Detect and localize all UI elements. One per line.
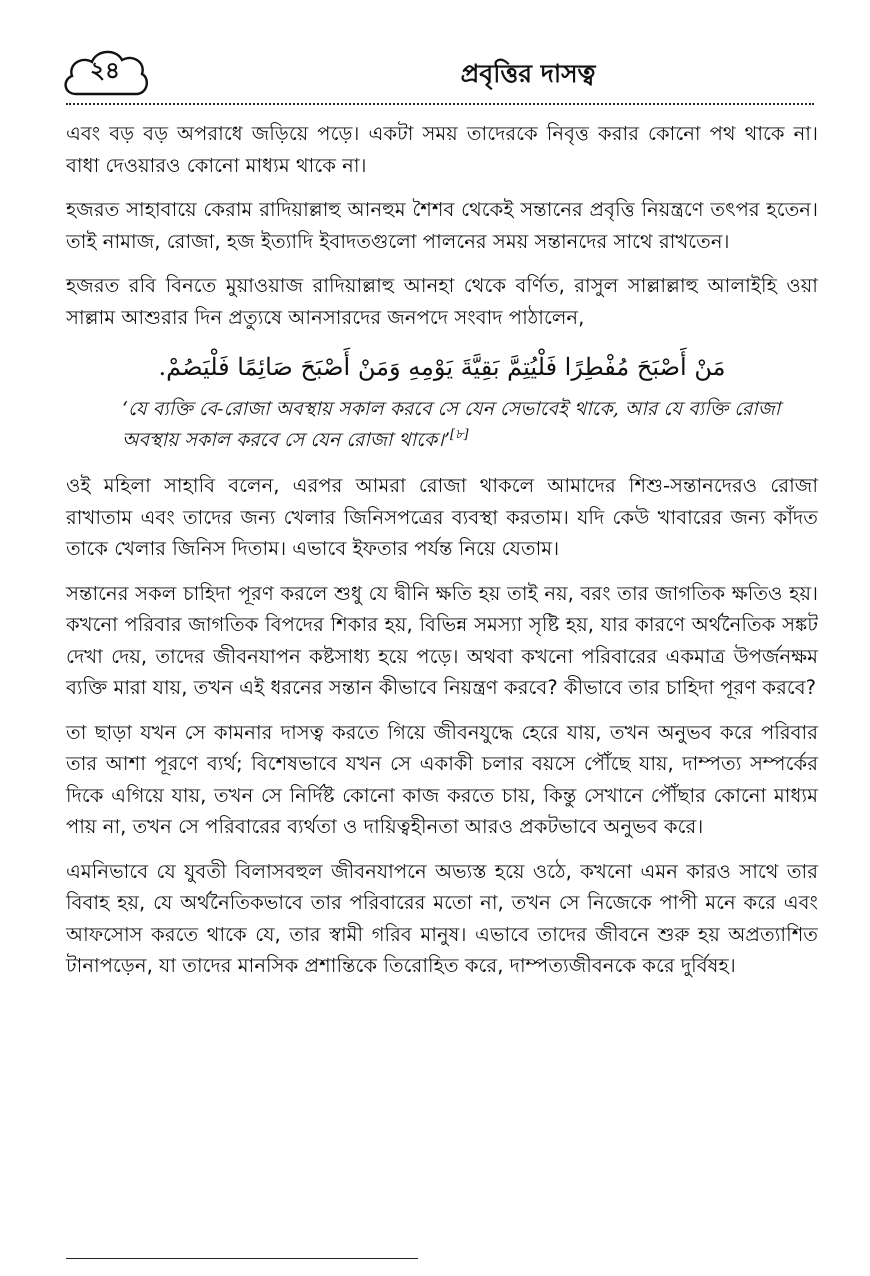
body-text xyxy=(66,118,818,995)
page-header xyxy=(62,40,814,110)
footnote-marker: [৮] xyxy=(450,427,469,443)
paragraph: ওই মহিলা সাহাবি বলেন, এরপর আমরা রোজা থাকলে আমাদের শিশু-সন্তানদেরও রোজা রাখাতাম এবং তাদের জন্য খেলার জিনিসপত্রের ব্যবস্থা করতাম। যদি কেউ খাবারের জন্য কাঁদত তাকে খেলার জিনিস দিতাম। এভাবে ইফতার পর্যন্ত নিয়ে যেতাম। xyxy=(66,474,818,560)
paragraph: হজরত সাহাবায়ে কেরাম রাদিয়াল্লাহু আনহুম শৈশব থেকেই সন্তানের প্রবৃত্তি নিয়ন্ত্রণে তৎপর হতেন। তাই নামাজ, রোজা, হজ ইত্যাদি ইবাদতগুলো পালনের সময় সন্তানদের সাথে রাখতেন। xyxy=(66,198,818,253)
header-dotted-rule xyxy=(66,103,814,105)
paragraph: তা ছাড়া যখন সে কামনার দাসত্ব করতে গিয়ে জীবনযুদ্ধে হেরে যায়, তখন অনুভব করে পরিবার তার আশা পূরণে ব্যর্থ; বিশেষভাবে যখন সে একাকী চলার বয়সে পৌঁছে যায়, দাম্পত্য সম্পর্কের দিকে এগিয়ে যায়, তখন সে নির্দিষ্ট কোনো কাজ করতে চায়, কিন্তু সেখানে পৌঁছার কোনো মাধ্যম পায় না, তখন সে পরিবারের ব্যর্থতা ও দায়িত্বহীনতা আরও প্রকটভাবে অনুভব করে। xyxy=(66,720,818,838)
paragraph: হজরত রবি বিনতে মুয়াওয়াজ রাদিয়াল্লাহু আনহা থেকে বর্ণিত, রাসুল সাল্লাল্লাহু আলাইহি ওয়া সাল্লাম আশুরার দিন প্রত্যুষে আনসারদের জনপদে সংবাদ পাঠালেন, xyxy=(66,274,818,329)
footnote-separator xyxy=(66,1258,418,1259)
paragraph: সন্তানের সকল চাহিদা পূরণ করলে শুধু যে দ্বীনি ক্ষতি হয় তাই নয়, বরং তার জাগতিক ক্ষতিও হয়। কখনো পরিবার জাগতিক বিপদের শিকার হয়, বিভিন্ন সমস্যা সৃষ্টি হয়, যার কারণে অর্থনৈতিক সঙ্কট দেখা দেয়, তাদের জীবনযাপন কষ্টসাধ্য হয়ে পড়ে। অথবা কখনো পরিবারের একমাত্র উপর্জনক্ষম ব্যক্তি মারা যায়, তখন এই ধরনের সন্তান কীভাবে নিয়ন্ত্রণ করবে? কীভাবে তার চাহিদা পূরণ করবে? xyxy=(66,581,818,699)
paragraph: এবং বড় বড় অপরাধে জড়িয়ে পড়ে। একটা সময় তাদেরকে নিবৃত্ত করার কোনো পথ থাকে না। বাধা দেওয়ারও কোনো মাধ্যম থাকে না। xyxy=(66,122,818,177)
paragraph: এমনিভাবে যে যুবতী বিলাসবহুল জীবনযাপনে অভ্যস্ত হয়ে ওঠে, কখনো এমন কারও সাথে তার বিবাহ হয়, যে অর্থনৈতিকভাবে তার পরিবারের মতো না, তখন সে নিজেকে পাপী মনে করে এবং আফসোস করতে থাকে যে, তার স্বামী গরিব মানুষ। এভাবে তাদের জীবনে শুরু হয় অপ্রত্যাশিত টানাপড়েন, যা তাদের মানসিক প্রশান্তিকে তিরোহিত করে, দাম্পত্যজীবনকে করে দুর্বিষহ। xyxy=(66,859,818,977)
hadith-arabic: مَنْ أَصْبَحَ مُفْطِرًا فَلْيُتِمَّ بَقِيَّةَ يَوْمِهِ وَمَنْ أَصْبَحَ صَائِمًا فَلْيَصُمْ. xyxy=(158,353,726,381)
hadith-translation xyxy=(122,394,818,456)
page-number: ২৪ xyxy=(90,58,120,84)
running-title: প্রবৃত্তির দাসত্ব xyxy=(460,59,596,88)
translation-text: ‘যে ব্যক্তি বে-রোজা অবস্থায় সকাল করবে সে যেন সেভাবেই থাকে, আর যে ব্যক্তি রোজা অবস্থায় সকাল করবে সে যেন রোজা থাকে।’ xyxy=(122,398,781,451)
